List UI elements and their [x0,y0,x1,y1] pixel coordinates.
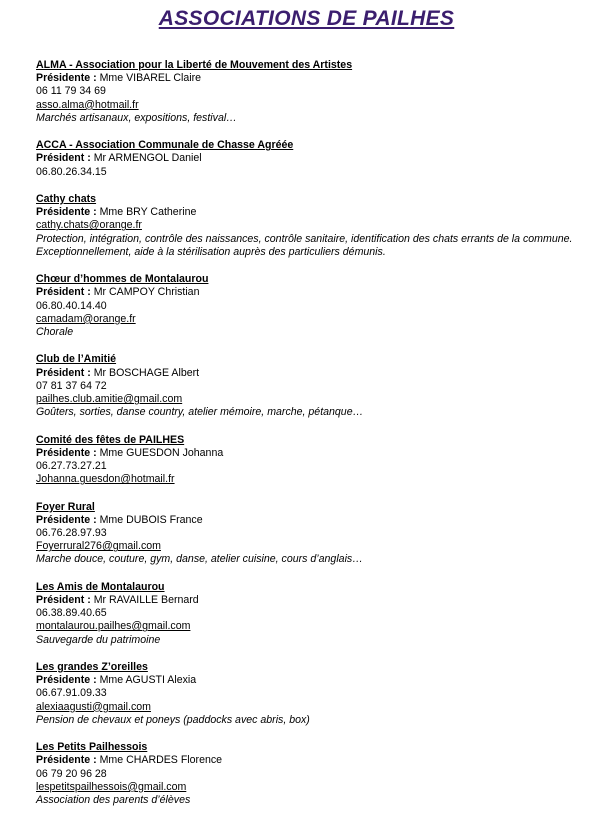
leader-line [36,72,606,85]
association-description: Association des parents d’élèves [36,794,191,807]
association-list [36,59,606,821]
association-name: Chœur d’hommes de Montalaurou [36,273,209,286]
email-link[interactable]: Foyerrural276@gmail.com [36,540,161,553]
association-entry [36,273,606,339]
phone-number: 06.27.73.27.21 [36,460,107,473]
role-label: Présidente : [36,674,97,687]
association-entry [36,501,606,567]
email-link[interactable]: cathy.chats@orange.fr [36,219,142,232]
phone-number: 06.80.40.14.40 [36,299,107,312]
role-label: Président : [36,594,91,607]
email-link[interactable]: lespetitspailhessois@gmail.com [36,780,187,793]
association-description: Marche douce, couture, gym, danse, atelier cuisine, cours d’anglais… [36,553,363,566]
leader-name: Mr ARMENGOL Daniel [93,152,202,165]
phone-number: 06 11 79 34 69 [36,85,106,98]
association-entry [36,353,606,419]
email-link[interactable]: asso.alma@hotmail.fr [36,98,139,111]
association-name: Les Amis de Montalaurou [36,580,165,593]
leader-name: Mr RAVAILLE Bernard [93,594,199,607]
phone-number: 06.67.91.09.33 [36,687,107,700]
association-entry [36,139,606,179]
association-entry [36,741,606,807]
leader-line [36,754,606,767]
leader-line [36,206,606,219]
association-entry [36,434,606,487]
leader-line [36,152,606,165]
role-label: Présidente : [36,446,97,459]
email-link[interactable]: montalaurou.pailhes@gmail.com [36,620,191,633]
leader-name: Mme AGUSTI Alexia [99,674,197,687]
email-link[interactable]: Johanna.guesdon@hotmail.fr [36,473,175,486]
leader-line [36,447,606,460]
association-description: Chorale [36,326,74,339]
leader-name: Mme DUBOIS France [99,513,203,526]
association-name: Les grandes Z’oreilles [36,661,148,674]
association-description: Sauvegarde du patrimoine [36,633,161,646]
leader-name: Mme GUESDON Johanna [99,446,224,459]
association-name: ACCA - Association Communale de Chasse Agréée [36,139,294,152]
role-label: Présidente : [36,72,97,85]
association-entry [36,581,606,647]
email-link[interactable]: camadam@orange.fr [36,312,136,325]
role-label: Présidente : [36,206,97,219]
association-description: Goûters, sorties, danse country, atelier mémoire, marche, pétanque… [36,406,364,419]
association-description: Pension de chevaux et poneys (paddocks avec abris, box) [36,713,310,726]
role-label: Président : [36,152,91,165]
association-name: Foyer Rural [36,500,95,513]
role-label: Présidente : [36,754,97,767]
association-name: ALMA - Association pour la Liberté de Mouvement des Artistes [36,59,353,71]
association-name: Comité des fêtes de PAILHES [36,433,185,446]
association-name: Club de l’Amitié [36,353,117,366]
page-title: ASSOCIATIONS DE PAILHES [158,7,455,30]
leader-line [36,674,606,687]
association-name: Les Petits Pailhessois [36,741,148,754]
phone-number: 06.38.89.40.65 [36,607,107,620]
leader-name: Mr BOSCHAGE Albert [93,366,200,379]
role-label: Présidente : [36,513,97,526]
role-label: Président : [36,286,91,299]
phone-number: 07 81 37 64 72 [36,379,107,392]
leader-line [36,594,606,607]
association-entry [36,193,606,259]
leader-name: Mme CHARDES Florence [99,754,223,767]
leader-name: Mme BRY Catherine [99,206,197,219]
leader-line [36,514,606,527]
role-label: Président : [36,366,91,379]
email-link[interactable]: alexiaagusti@gmail.com [36,700,151,713]
leader-line [36,367,606,380]
email-link[interactable]: pailhes.club.amitie@gmail.com [36,393,183,406]
association-entry [36,59,606,125]
phone-number: 06.76.28.97.93 [36,527,107,540]
association-description: Marchés artisanaux, expositions, festival… [36,111,237,124]
association-description: Protection, intégration, contrôle des naissances, contrôle sanitaire, identification des chats errants de la commune. Exceptionnellement, aide à la stérilisation auprès des particuliers démunis. [36,232,573,258]
phone-number: 06.80.26.34.15 [36,165,107,178]
leader-line [36,286,606,299]
association-name: Cathy chats [36,193,97,205]
leader-name: Mr CAMPOY Christian [93,286,200,299]
association-entry [36,661,606,727]
phone-number: 06 79 20 96 28 [36,767,107,780]
leader-name: Mme VIBAREL Claire [99,72,202,85]
